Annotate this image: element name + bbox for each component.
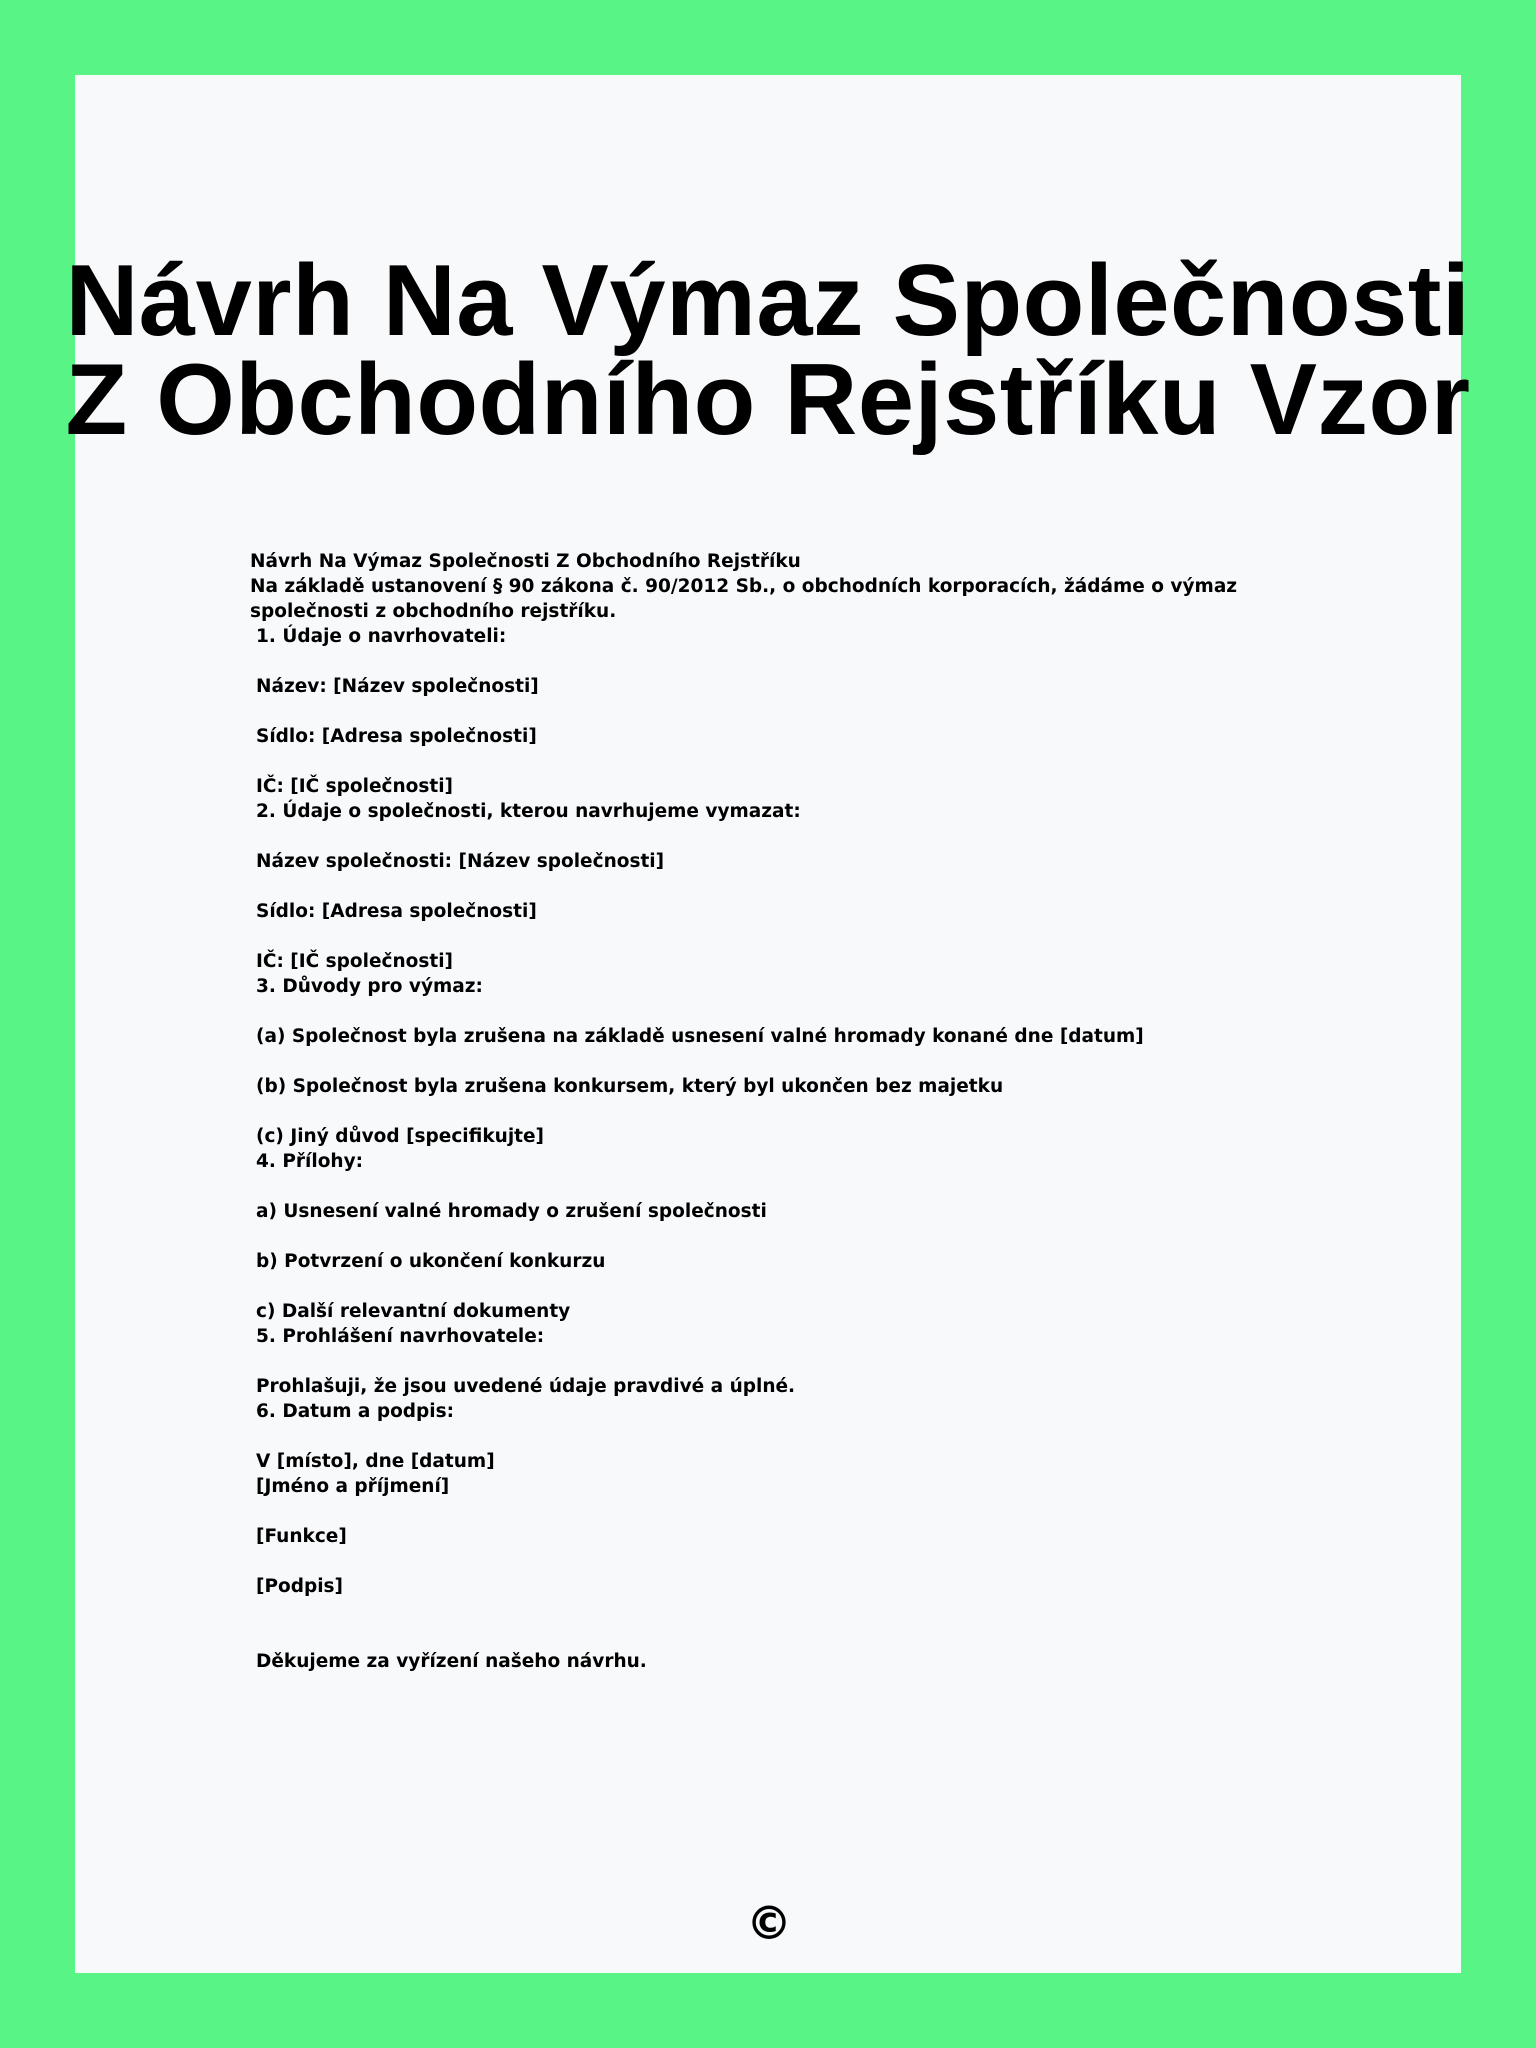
attachment-a: a) Usnesení valné hromady o zrušení společnosti xyxy=(256,1201,767,1222)
section-2-title: 2. Údaje o společnosti, kterou navrhujeme vymazat: xyxy=(256,801,801,822)
section-5-title: 5. Prohlášení navrhovatele: xyxy=(256,1326,545,1347)
declaration-text: Prohlašuji, že jsou uvedené údaje pravdivé a úplné. xyxy=(256,1376,796,1397)
applicant-name: Název: [Název společnosti] xyxy=(256,676,539,697)
closing-text: Děkujeme za vyřízení našeho návrhu. xyxy=(256,1651,647,1672)
section-4-title: 4. Přílohy: xyxy=(256,1151,364,1172)
section-3-title: 3. Důvody pro výmaz: xyxy=(256,976,483,997)
section-1-title: 1. Údaje o navrhovateli: xyxy=(256,626,507,647)
place-date: V [místo], dne [datum] xyxy=(256,1451,495,1472)
page-title-line-1: Návrh Na Výmaz Společnosti xyxy=(65,245,1471,357)
applicant-id: IČ: [IČ společnosti] xyxy=(256,776,454,797)
signatory-function: [Funkce] xyxy=(256,1526,347,1547)
company-seat: Sídlo: [Adresa společnosti] xyxy=(256,901,537,922)
signature: [Podpis] xyxy=(256,1576,344,1597)
page-title xyxy=(0,245,1536,456)
attachment-c: c) Další relevantní dokumenty xyxy=(256,1301,571,1322)
copyright-icon: © xyxy=(746,1896,792,1950)
document-intro: Na základě ustanovení § 90 zákona č. 90/2012 Sb., o obchodních korporacích, žádáme o výmaz společnosti z obchodního rejstříku. xyxy=(250,576,1238,622)
reason-c: (c) Jiný důvod [specifikujte] xyxy=(256,1126,545,1147)
section-6-title: 6. Datum a podpis: xyxy=(256,1401,455,1422)
page-title-line-2: Z Obchodního Rejstříku Vzor xyxy=(65,344,1471,456)
company-name: Název společnosti: [Název společnosti] xyxy=(256,851,665,872)
applicant-seat: Sídlo: [Adresa společnosti] xyxy=(256,726,537,747)
company-id: IČ: [IČ společnosti] xyxy=(256,951,454,972)
reason-a: (a) Společnost byla zrušena na základě usnesení valné hromady konané dne [datum] xyxy=(256,1026,1144,1047)
document-body xyxy=(250,549,1330,1674)
document-heading: Návrh Na Výmaz Společnosti Z Obchodního Rejstříku xyxy=(250,551,801,572)
signatory-name: [Jméno a příjmení] xyxy=(256,1476,450,1497)
reason-b: (b) Společnost byla zrušena konkursem, který byl ukončen bez majetku xyxy=(256,1076,1004,1097)
attachment-b: b) Potvrzení o ukončení konkurzu xyxy=(256,1251,606,1272)
